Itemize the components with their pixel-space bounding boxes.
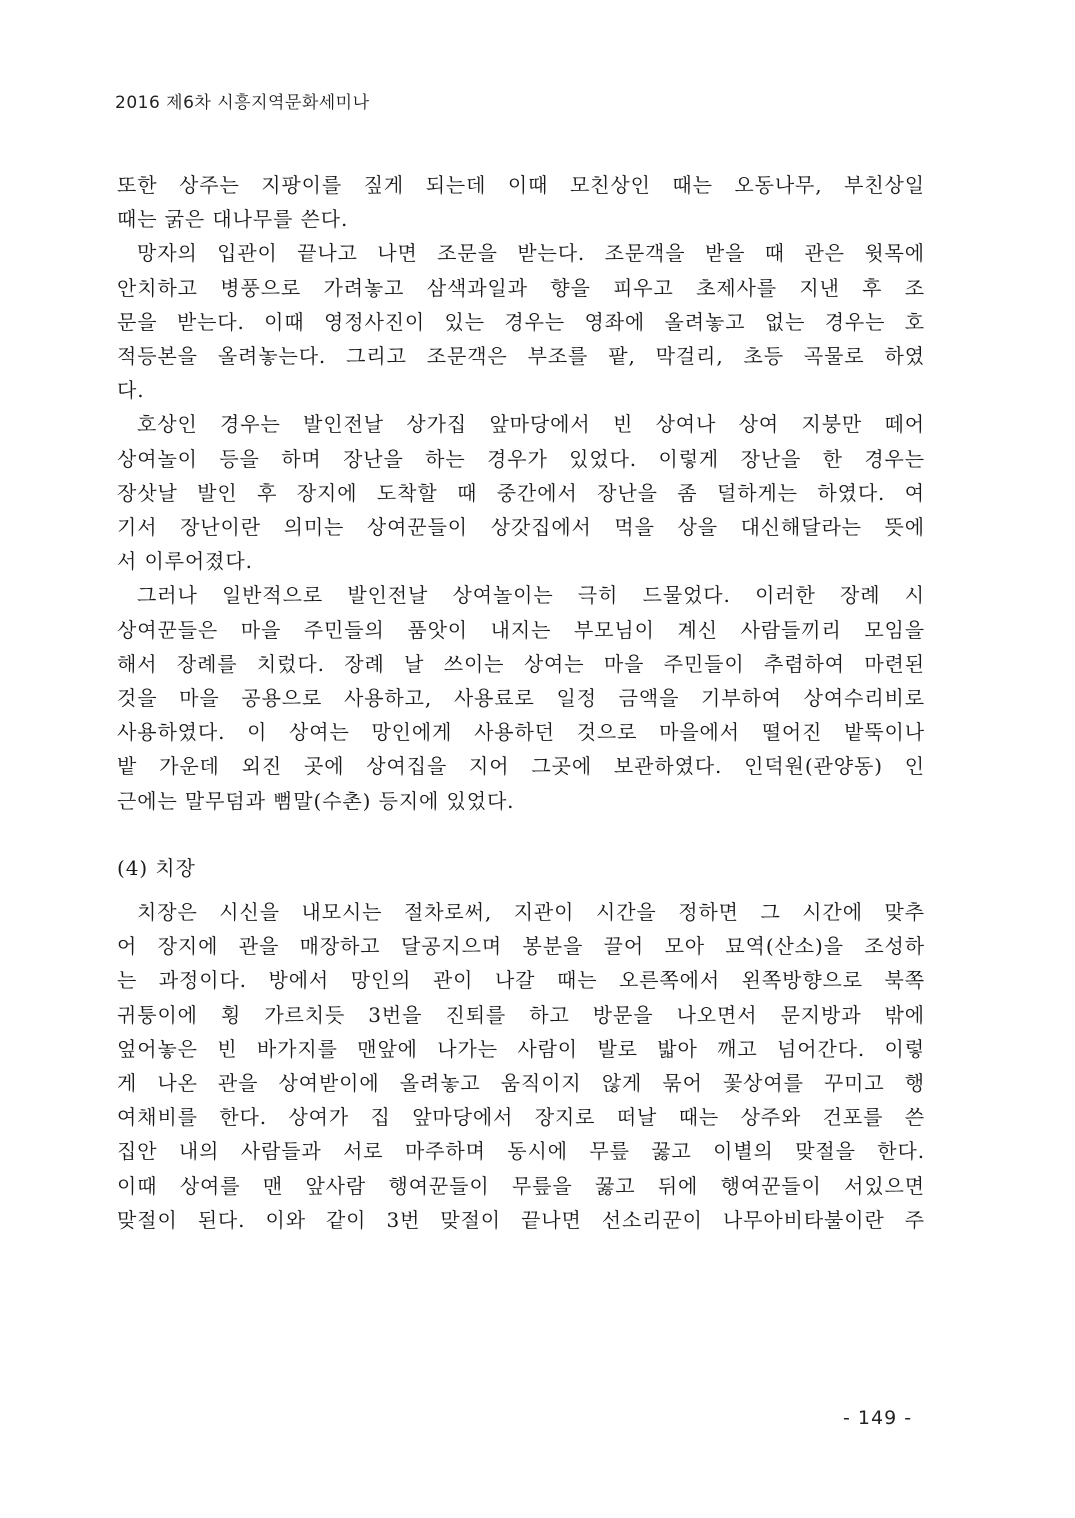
text-line: 기서 장난이란 의미는 상여꾼들이 상갓집에서 먹을 상을 대신해달라는 뜻에: [117, 515, 925, 540]
text-line: 엎어놓은 빈 바가지를 맨앞에 나가는 사람이 발로 밟아 깨고 넘어간다. 이렇: [117, 1036, 925, 1061]
text-line: 문을 받는다. 이때 영정사진이 있는 경우는 영좌에 올려놓고 없는 경우는 호: [117, 309, 925, 334]
text-line: 여채비를 한다. 상여가 집 앞마당에서 장지로 떠날 때는 상주와 건포를 쓴: [117, 1105, 925, 1130]
paragraph: [117, 236, 925, 407]
page-number: - 149 -: [843, 1407, 913, 1429]
text-line: 치장은 시신을 내모시는 절차로써, 지관이 시간을 정하면 그 시간에 맞추: [137, 900, 925, 925]
section-heading: (4) 치장: [117, 855, 196, 880]
section-spacer: [117, 818, 925, 851]
paragraph: [117, 407, 925, 578]
text-line: 맞절이 된다. 이와 같이 3번 맞절이 끝나면 선소리꾼이 나무아비타불이란 주: [117, 1207, 925, 1232]
paragraph: [117, 168, 925, 236]
text-line: 때는 굵은 대나무를 쓴다.: [117, 207, 349, 232]
paragraph: [117, 895, 925, 1237]
text-line: 그러나 일반적으로 발인전날 상여놀이는 극히 드물었다. 이러한 장례 시: [137, 583, 925, 608]
text-line: 망자의 입관이 끝나고 나면 조문을 받는다. 조문객을 받을 때 관은 윗목에: [137, 241, 925, 266]
text-line: 이때 상여를 맨 앞사람 행여꾼들이 무릎을 꿇고 뒤에 행여꾼들이 서있으면: [117, 1173, 925, 1198]
running-header: 2016 제6차 시흥지역문화세미나: [115, 93, 370, 113]
text-line: 적등본을 올려놓는다. 그리고 조문객은 부조를 팥, 막걸리, 초등 곡물로 하였: [117, 344, 925, 369]
text-line: 게 나온 관을 상여받이에 올려놓고 움직이지 않게 묶어 꽃상여를 꾸미고 행: [117, 1071, 925, 1096]
text-line: 서 이루어졌다.: [117, 549, 253, 574]
text-line: 밭 가운데 외진 곳에 상여집을 지어 그곳에 보관하였다. 인덕원(관양동) 인: [117, 754, 925, 779]
text-line: 근에는 말무덤과 뻠말(수촌) 등지에 있었다.: [117, 788, 515, 813]
text-line: 귀퉁이에 횡 가르치듯 3번을 진퇴를 하고 방문을 나오면서 문지방과 밖에: [117, 1002, 925, 1027]
paragraph: [117, 578, 925, 817]
text-line: 호상인 경우는 발인전날 상가집 앞마당에서 빈 상여나 상여 지붕만 떼어: [137, 412, 925, 437]
text-line: 상여놀이 등을 하며 장난을 하는 경우가 있었다. 이렇게 장난을 한 경우는: [117, 446, 925, 471]
text-line: 또한 상주는 지팡이를 짚게 되는데 이때 모친상인 때는 오동나무, 부친상일: [117, 173, 925, 197]
text-line: 것을 마을 공용으로 사용하고, 사용료로 일정 금액을 기부하여 상여수리비로: [117, 686, 925, 711]
section-spacer: [117, 885, 925, 895]
text-line: 다.: [117, 378, 145, 403]
text-line: 상여꾼들은 마을 주민들의 품앗이 내지는 부모님이 계신 사람들끼리 모임을: [117, 617, 925, 642]
body-text: [117, 168, 925, 1237]
text-line: 장삿날 발인 후 장지에 도착할 때 중간에서 장난을 좀 덜하게는 하였다. 여: [117, 480, 925, 505]
text-line: 해서 장례를 치렀다. 장례 날 쓰이는 상여는 마을 주민들이 추렴하여 마련된: [117, 651, 925, 676]
text-line: 사용하였다. 이 상여는 망인에게 사용하던 것으로 마을에서 떨어진 밭뚝이나: [117, 720, 925, 745]
text-line: 집안 내의 사람들과 서로 마주하며 동시에 무릎 꿇고 이별의 맞절을 한다.: [117, 1139, 925, 1164]
text-line: 는 과정이다. 방에서 망인의 관이 나갈 때는 오른쪽에서 왼쪽방향으로 북쪽: [117, 968, 925, 993]
text-line: 안치하고 병풍으로 가려놓고 삼색과일과 향을 피우고 초제사를 지낸 후 조: [117, 275, 925, 300]
text-line: 어 장지에 관을 매장하고 달공지으며 봉분을 끌어 모아 묘역(산소)을 조성하: [117, 934, 925, 959]
